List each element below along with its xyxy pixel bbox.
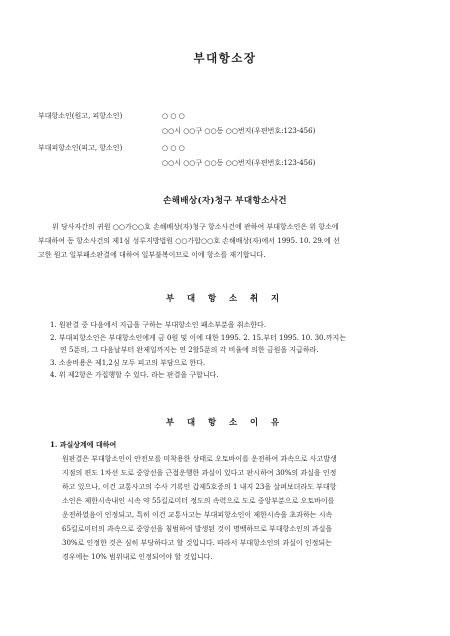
claim-item-continuation: 연 5푼의, 그 다음날부터 완제일까지는 연 2할5푼의 각 비율에 의한 금원을 지급하라. xyxy=(60,346,319,354)
reason-line: 원판결은 부대항소인이 안전모를 미착용한 상태로 오토바이를 운전하여 과속으로 사고발생 xyxy=(62,455,337,463)
claims-list xyxy=(50,319,430,382)
appellee-block xyxy=(38,144,315,168)
reason-line: 경우에는 10% 범위내로 인정되어야 할 것입니다. xyxy=(62,553,213,561)
appellee-name: ○ ○ ○ xyxy=(162,144,185,152)
intro-line: 부대하여 동 항소사건의 제1심 성루지방법원 ○○가합○○호 손해배상(자)에서 1995. 10. 29.에 선 xyxy=(38,237,340,245)
document-title: 부대항소장 xyxy=(193,51,257,65)
reason-line: 30%로 인정한 것은 심히 부당하다고 할 것입니다. 따라서 부대항소인의 과실이 인정되는 xyxy=(62,539,332,547)
appellant-name: ○ ○ ○ xyxy=(162,112,185,120)
claim-item: 1. 원판결 중 다음에서 지급을 구하는 부대항소인 패소부분을 취소한다. xyxy=(50,321,267,329)
claim-item: 2. 부대피항소인은 부대항소인에게 금 0원 및 이에 대한 1995. 2. 15.부터 1995. 10. 30.까지는 xyxy=(50,333,347,342)
intro-paragraph xyxy=(38,220,422,262)
reason-line: 지점의 편도 1차선 도로 중앙선을 근접운행한 과실이 있다고 판시하여 30%의 과실을 인정 xyxy=(62,469,337,477)
appellee-address: ○○시 ○○구 ○○동 ○○번지(우편번호:123-456) xyxy=(162,159,316,167)
claim-item: 3. 소송비용은 제1,2심 모두 피고의 부담으로 한다. xyxy=(50,358,206,367)
section-title-claims: 부 대 항 소 취 지 xyxy=(165,293,285,303)
section-title-reasons: 부 대 항 소 이 유 xyxy=(165,417,285,427)
reason-line: 하고 있으나, 이건 교통사고의 수사 기록인 갑제5호증의 1 내지 23을 살펴보더라도 부대항 xyxy=(62,483,337,491)
reason-line: 운전하였음이 인정되고, 특히 이건 교통사고는 부대피항소인이 제한시속을 초과하는 시속 xyxy=(62,511,333,519)
reason-line: 65킬로미터의 과속으로 중앙선을 침범하여 발생된 것이 명백하므로 부대항소인의 과실을 xyxy=(62,525,333,533)
appellant-block xyxy=(38,112,315,136)
appellant-label: 부대항소인(원고, 피항소인) xyxy=(38,112,123,120)
reason-heading: 1. 과실상계에 대하여 xyxy=(50,440,117,449)
appellee-label: 부대피항소인(피고, 항소인) xyxy=(38,144,123,152)
case-title: 손해배상(자)청구 부대항소사건 xyxy=(163,196,287,206)
appellant-address: ○○시 ○○구 ○○동 ○○번지(우편번호:123-456) xyxy=(162,127,316,135)
intro-line: 고한 원고 일부패소판결에 대하여 일부불복이므로 이에 항소를 재기합니다. xyxy=(38,251,266,259)
claim-item: 4. 위 제2항은 가집행할 수 있다. 라는 판결을 구합니다. xyxy=(50,371,219,379)
reason-paragraph xyxy=(62,452,430,564)
reason-line: 소인은 제한시속내인 시속 약 55킬로미터 정도의 속력으로 도로 중앙부분으로 오토바이를 xyxy=(62,497,335,505)
intro-line: 위 당사자간의 귀원 ○○가○○호 손해배상(자)청구 항소사건에 관하여 부대항소인은 위 항소에 xyxy=(52,223,339,231)
